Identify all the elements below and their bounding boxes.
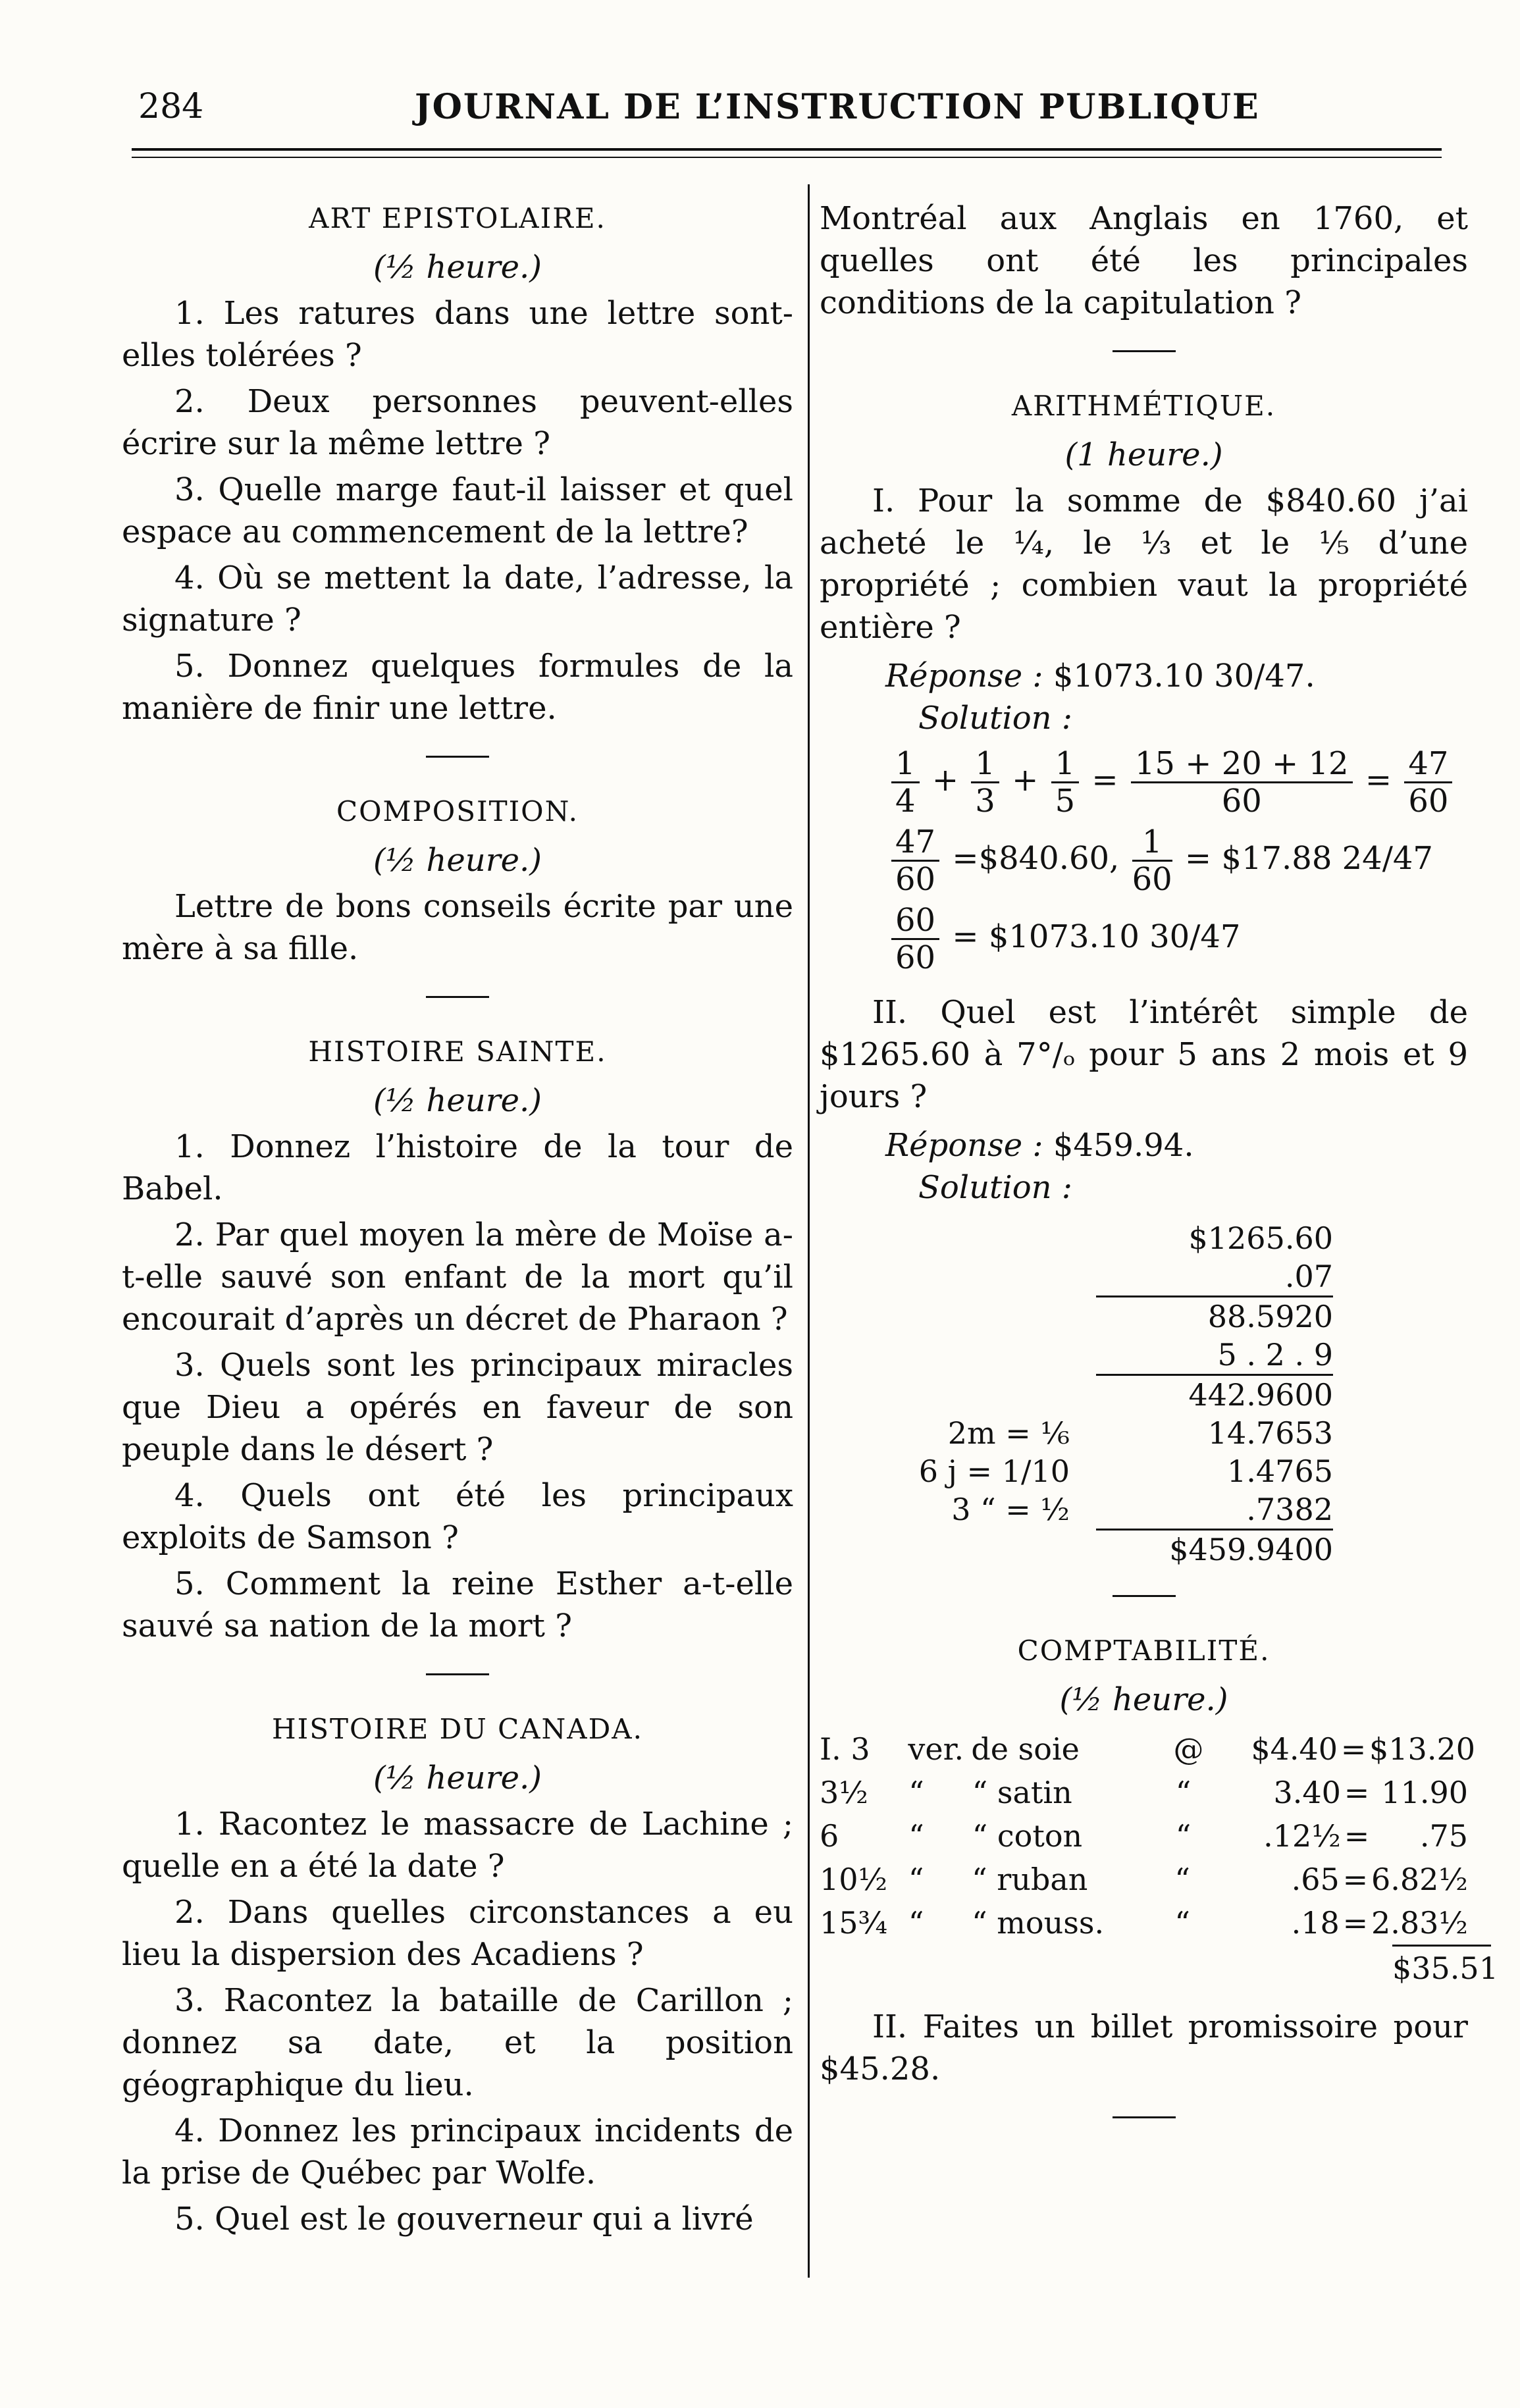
fraction [1131,746,1353,819]
denominator: 60 [895,861,936,898]
section-title-comptabilite: COMPTABILITÉ. [1017,1635,1271,1667]
section-separator [426,756,489,758]
duration: (½ heure.) [373,1082,542,1119]
account-row [820,1771,1468,1814]
section-title-art-epistolaire: ART EPISTOLAIRE. [309,202,606,234]
calc-row [820,1531,1468,1569]
unit: “ [908,1775,924,1810]
compta-question-2: II. Faites un billet promissoire pour $45.28. [820,2008,1468,2087]
section-separator [1113,2116,1176,2118]
denominator: 3 [975,783,995,820]
section-title-histoire-sainte: HISTOIRE SAINTE. [308,1035,607,1068]
fraction [891,824,939,897]
calc-row [820,1297,1468,1336]
line-total: .75 [1419,1818,1468,1854]
equals: = [1344,1818,1370,1854]
calc-label [820,1336,1096,1376]
calc-label [820,1219,1096,1257]
calc-label [820,1297,1096,1336]
section-title-composition: COMPOSITION. [336,795,579,827]
denominator: 60 [895,939,936,976]
denominator: 60 [1132,861,1172,898]
at-sign: “ [1174,1905,1190,1941]
question: 2. Deux personnes peuvent-elles écrire sur la même lettre ? [122,383,793,462]
operator: + [1012,762,1039,798]
account-row [820,1901,1468,1945]
denominator: 60 [1408,783,1449,820]
at-sign: “ [1175,1775,1192,1810]
calc-value: 5 . 2 . 9 [1096,1336,1333,1376]
fraction [971,746,999,819]
calc-label: 2m = ⅙ [947,1415,1070,1451]
calc-row [820,1219,1468,1257]
equation-row [889,903,1468,976]
line-total: $13.20 [1369,1731,1475,1767]
section-separator [1113,350,1176,352]
numerator: 1 [1051,746,1080,783]
quantity: 6 [820,1818,839,1854]
duration: (½ heure.) [1059,1681,1228,1718]
calc-value: 442.9600 [1188,1377,1333,1413]
question: 3. Racontez la bataille de Carillon ; donnez sa date, et la position géographique du lieu. [122,1982,793,2103]
price: 3.40 [1273,1775,1341,1810]
answer-line [885,655,1468,697]
answer-line [885,1124,1468,1166]
column-divider [808,184,810,2278]
solution-label: Solution : [918,1169,1072,1206]
quantity: I. 3 [820,1731,870,1767]
equals: = [1340,1731,1367,1767]
operator: + [931,762,959,798]
calc-value: .07 [1096,1257,1333,1297]
question: 2. Dans quelles circonstances a eu lieu la dispersion des Acadiens ? [122,1894,793,1973]
solution-equations [889,746,1468,976]
question: 3. Quels sont les principaux miracles que Dieu a opérés en faveur de son peuple dans le désert ? [122,1347,793,1468]
calc-label [820,1257,1096,1297]
calc-value: 1.4765 [1227,1453,1333,1489]
calc-row [820,1376,1468,1414]
duration: (1 heure.) [1064,436,1223,473]
question: 3. Quelle marge faut-il laisser et quel espace au commencement de la lettre? [122,471,793,550]
fraction [891,746,920,819]
equals: = [1342,1905,1369,1941]
denominator: 5 [1055,783,1076,820]
fraction [1132,824,1172,897]
answer-value: $459.94. [1053,1127,1194,1164]
fraction [1051,746,1080,819]
denominator: 60 [1221,783,1262,820]
price: .12½ [1263,1818,1341,1854]
unit: ver. [908,1731,964,1767]
equation-value: =$840.60, [952,840,1120,877]
section-separator [426,1673,489,1675]
operator: = [1365,762,1392,798]
question: 5. Comment la reine Esther a-t-elle sauvé sa nation de la mort ? [122,1565,793,1644]
numerator: 1 [1132,824,1172,862]
grand-total: $35.51 [1392,1945,1491,1990]
line-total: 6.82½ [1371,1862,1468,1897]
quantity: 10½ [820,1862,888,1897]
numerator: 15 + 20 + 12 [1131,746,1353,783]
item: “ satin [972,1775,1072,1810]
question: 2. Par quel moyen la mère de Moïse a-t-elle sauvé son enfant de la mort qu’il encourait d’après un décret de Pharaon ? [122,1217,793,1338]
arith-question-2: II. Quel est l’intérêt simple de $1265.60 à 7°/ₒ pour 5 ans 2 mois et 9 jours ? [820,994,1468,1115]
numerator: 1 [971,746,999,783]
equation-row [889,824,1468,897]
question: 4. Où se mettent la date, l’adresse, la signature ? [122,560,793,639]
calc-value: 88.5920 [1207,1299,1333,1334]
duration: (½ heure.) [373,1760,542,1796]
numerator: 60 [891,903,939,940]
answer-label: Réponse : [885,658,1043,694]
journal-title: JOURNAL DE L’INSTRUCTION PUBLIQUE [415,87,1260,127]
answer-label: Réponse : [885,1127,1043,1164]
account-total-row [820,1945,1498,1990]
question: 5. Quel est le gouverneur qui a livré [174,2201,754,2238]
question: 1. Donnez l’histoire de la tour de Babel. [122,1128,793,1207]
equation-value: = $1073.10 30/47 [952,918,1241,955]
at-sign: “ [1175,1818,1192,1854]
equation-row [889,746,1468,819]
arith-question-1: I. Pour la somme de $840.60 j’ai acheté le ¼, le ⅓ et le ⅕ d’une propriété ; combien vaut la propriété entière ? [820,483,1468,646]
interest-calculation [820,1219,1468,1569]
question: 1. Les ratures dans une lettre sont-elles tolérées ? [122,295,793,374]
calc-row [820,1257,1468,1297]
quantity: 15¾ [820,1905,888,1941]
question: 5. Donnez quelques formules de la manière de finir une lettre. [122,648,793,727]
calc-label [820,1531,1096,1569]
calc-label: 6 j = 1/10 [918,1453,1070,1489]
at-sign: “ [1174,1862,1190,1897]
denominator: 4 [895,783,916,820]
continued-question: Montréal aux Anglais en 1760, et quelles ont été les principales conditions de la capitulation ? [820,200,1468,321]
line-total: 2.83½ [1371,1905,1468,1941]
header-rule [132,148,1442,151]
header-rule-thin [132,157,1442,158]
duration: (½ heure.) [373,842,542,879]
section-separator [426,996,489,998]
at-sign: @ [1173,1731,1204,1767]
numerator: 47 [1404,746,1452,783]
calc-row [820,1414,1468,1452]
calc-value: $459.9400 [1169,1532,1333,1567]
item: “ ruban [972,1862,1088,1897]
price: $4.40 [1251,1731,1338,1767]
calc-label: 3 “ = ½ [951,1492,1070,1527]
fraction [891,903,939,976]
page-number: 284 [138,87,204,126]
question: 4. Quels ont été les principaux exploits de Samson ? [122,1477,793,1556]
unit: “ [908,1818,924,1854]
quantity: 3½ [820,1775,868,1810]
item: “ mouss. [972,1905,1105,1941]
price: .65 [1291,1862,1340,1897]
section-title-arithmetique: ARITHMÉTIQUE. [1011,390,1276,422]
numerator: 47 [891,824,939,862]
numerator: 1 [891,746,920,783]
item: de soie [971,1731,1080,1767]
question: 1. Racontez le massacre de Lachine ; quelle en a été la date ? [122,1806,793,1885]
calc-row [820,1490,1468,1531]
left-column [122,197,793,2244]
calc-row [820,1452,1468,1490]
account-row [820,1727,1475,1771]
unit: “ [908,1905,924,1941]
solution-label: Solution : [918,700,1072,737]
section-separator [1113,1595,1176,1597]
account-row [820,1814,1468,1858]
calc-value: $1265.60 [1188,1220,1333,1256]
account-table [820,1727,1498,1990]
answer-value: $1073.10 30/47. [1053,658,1315,694]
operator: = [1091,762,1118,798]
unit: “ [908,1862,924,1897]
question: 4. Donnez les principaux incidents de la prise de Québec par Wolfe. [122,2112,793,2191]
composition-text: Lettre de bons conseils écrite par une mère à sa fille. [122,888,793,967]
calc-value: 14.7653 [1207,1415,1333,1451]
calc-label [820,1376,1096,1414]
line-total: 11.90 [1381,1775,1468,1810]
equals: = [1342,1862,1369,1897]
section-title-histoire-canada: HISTOIRE DU CANADA. [272,1713,643,1745]
equals: = [1344,1775,1370,1810]
calc-row [820,1336,1468,1376]
item: “ coton [972,1818,1083,1854]
calc-value: .7382 [1096,1490,1333,1531]
price: .18 [1291,1905,1340,1941]
duration: (½ heure.) [373,249,542,286]
fraction [1404,746,1452,819]
account-row [820,1858,1468,1901]
right-column [820,197,1498,2151]
equation-value: = $17.88 24/47 [1184,840,1433,877]
